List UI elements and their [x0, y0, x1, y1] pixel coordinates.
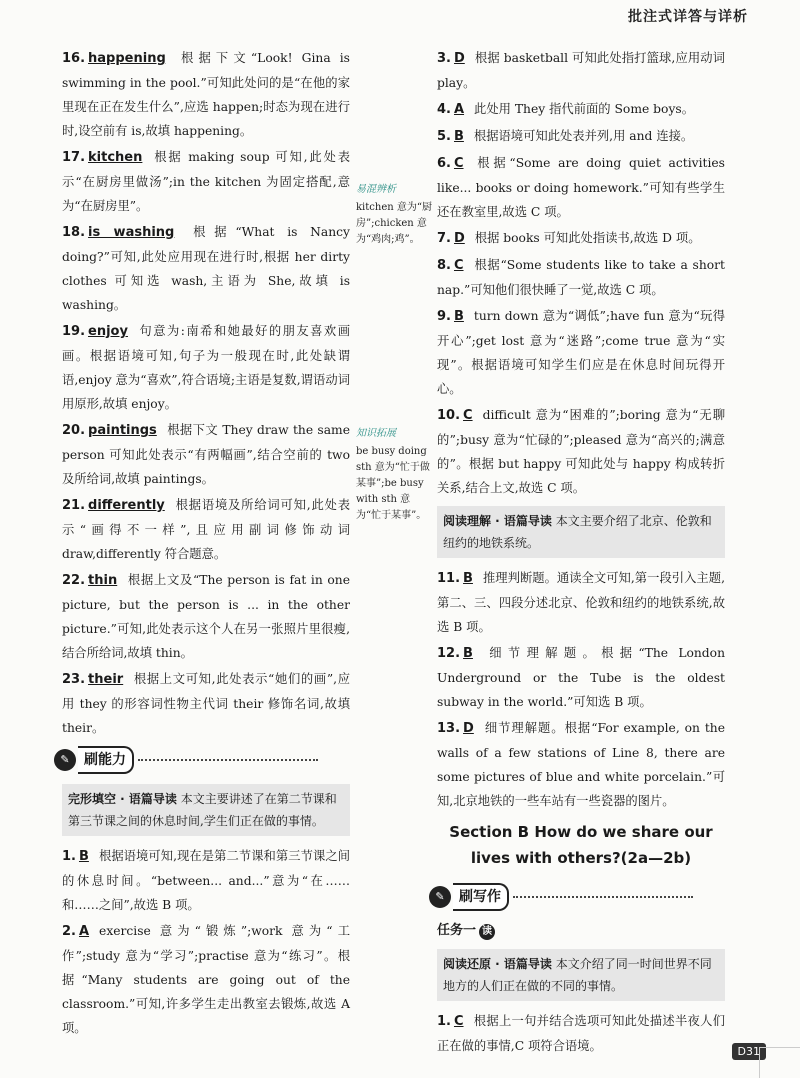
- item-answer: paintings: [88, 423, 157, 438]
- item-explanation: 根据语境及所给词可知,此处表示“画得不一样”,且应用副词修饰动词 draw,differently 符合题意。: [62, 498, 350, 561]
- item-answer: A: [78, 924, 90, 939]
- answer-list-top: [437, 46, 725, 500]
- answer-item: [62, 919, 350, 1040]
- item-explanation: 根据上一句并结合选项可知此处描述半夜人们正在做的事情,C 项符合语境。: [437, 1014, 725, 1053]
- note-text: kitchen 意为“厨房”;chicken 意为“鸡肉;鸡”。: [356, 202, 432, 245]
- item-answer: C: [453, 156, 464, 171]
- answer-item: [437, 124, 725, 149]
- item-explanation: 根据下文 They draw the same person 可知此处表示“有两幅画”,结合空前的 two 及所给词,故填 paintings。: [62, 423, 350, 486]
- item-number: 9.: [437, 309, 451, 324]
- right-column: [437, 46, 725, 1060]
- item-answer: D: [453, 51, 465, 66]
- answer-item: [437, 641, 725, 714]
- reading-guide: [62, 784, 350, 836]
- item-explanation: 推理判断题。通读全文可知,第一段引入主题,第二、三、四段分述北京、伦敦和纽约的地铁系统,故选 B 项。: [437, 571, 725, 634]
- item-explanation: 根据 books 可知此处指读书,故选 D 项。: [474, 231, 701, 245]
- item-number: 13.: [437, 721, 461, 736]
- margin-note: [356, 426, 432, 524]
- item-answer: B: [453, 309, 464, 324]
- pencil-icon: ✎: [54, 749, 76, 771]
- skill-badge: [429, 883, 693, 911]
- item-answer: B: [463, 646, 473, 661]
- answer-item: [62, 319, 350, 416]
- item-answer: B: [453, 129, 464, 144]
- answer-item: [62, 418, 350, 491]
- note-label: 易混辨析: [356, 184, 396, 195]
- left-column: [62, 46, 350, 1042]
- item-answer: their: [88, 672, 124, 687]
- page-number: D31: [732, 1043, 766, 1060]
- task-label: 任务一: [437, 923, 477, 938]
- pencil-icon: ✎: [429, 886, 451, 908]
- guide-text: 本文介绍了同一时间世界不同地方的人们正在做的不同的事情。: [443, 957, 712, 993]
- item-number: 10.: [437, 408, 461, 423]
- answer-list-bottom: [437, 1009, 725, 1058]
- item-number: 2.: [62, 924, 76, 939]
- item-answer: happening: [88, 51, 166, 66]
- guide-text: 本文主要介绍了北京、伦敦和纽约的地铁系统。: [443, 514, 712, 550]
- item-number: 3.: [437, 51, 451, 66]
- item-explanation: turn down 意为“调低”;have fun 意为“玩得开心”;get lost 意为“迷路”;come true 意为“实现”。根据语境可知学生们应是在休息时间玩得开心。: [437, 309, 725, 396]
- item-number: 20.: [62, 423, 86, 438]
- answer-item: [62, 568, 350, 665]
- page-header: 批注式详答与详析: [628, 9, 748, 25]
- item-answer: C: [463, 408, 473, 423]
- answer-item: [437, 716, 725, 813]
- item-explanation: 根据“What is Nancy doing?”可知,此处应用现在进行时,根据 her dirty clothes 可知选 wash,主语为 She,故填 is washing。: [62, 225, 351, 312]
- item-answer: differently: [88, 498, 165, 513]
- item-answer: D: [463, 721, 474, 736]
- answer-item: [62, 46, 350, 143]
- note-text: be busy doing sth 意为“忙于做某事”;be busy with sth 意为“忙于某事”。: [356, 446, 430, 521]
- note-label: 知识拓展: [356, 428, 396, 439]
- guide-text: 本文主要讲述了在第二节课和第三节课之间的休息时间,学生们正在做的事情。: [68, 792, 337, 828]
- item-answer: B: [78, 849, 89, 864]
- answer-item: [437, 566, 725, 639]
- skill-badge: [54, 746, 318, 774]
- item-explanation: 根据 basketball 可知此处指打篮球,应用动词 play。: [437, 51, 725, 90]
- margin-note: [356, 182, 432, 248]
- dotted-divider: [513, 896, 693, 898]
- item-number: 1.: [62, 849, 76, 864]
- item-answer: enjoy: [88, 324, 128, 339]
- task-heading: [437, 919, 725, 943]
- answer-item: [437, 151, 725, 224]
- item-explanation: exercise 意为“锻炼”;work 意为“工作”;study 意为“学习”;practise 意为“练习”。根据“Many students are going out of the classroom.”可知,许多学生走出教室去锻炼,故选 A 项。: [62, 924, 350, 1035]
- item-answer: D: [453, 231, 465, 246]
- item-answer: C: [453, 1014, 464, 1029]
- item-explanation: difficult 意为“困难的”;boring 意为“无聊的”;busy 意为“忙碌的”;pleased 意为“高兴的;满意的”。根据 but happy 可知此处与 happy 构成转折关系,结合上文,故选 C 项。: [437, 408, 725, 495]
- item-explanation: 句意为:南希和她最好的朋友喜欢画画。根据语境可知,句子为一般现在时,此处缺谓语,enjoy 意为“喜欢”,符合语境;主语是复数,谓语动词用原形,故填 enjoy。: [62, 324, 350, 411]
- answer-list-mid: [437, 566, 725, 813]
- answer-item: [62, 844, 350, 917]
- item-answer: kitchen: [88, 150, 143, 165]
- item-number: 8.: [437, 258, 451, 273]
- answer-list-bottom: [62, 844, 350, 1040]
- read-icon: 读: [479, 924, 495, 940]
- item-number: 19.: [62, 324, 86, 339]
- item-number: 6.: [437, 156, 451, 171]
- item-number: 23.: [62, 672, 86, 687]
- item-explanation: 根据 making soup 可知,此处表示“在厨房里做汤”;in the kitchen 为固定搭配,意为“在厨房里”。: [62, 150, 350, 213]
- answer-item: [437, 304, 725, 401]
- item-explanation: 根据“Some students like to take a short nap.”可知他们很快睡了一觉,故选 C 项。: [437, 258, 725, 297]
- item-explanation: 细节理解题。根据“For example, on the walls of a few stations of Line 8, there are some pictures of blue and white porcelain.”可知,北京地铁的一些车站有一些瓷器的图片。: [437, 721, 725, 808]
- answer-item: [437, 1009, 725, 1058]
- item-number: 11.: [437, 571, 461, 586]
- item-number: 22.: [62, 573, 86, 588]
- dotted-divider: [138, 759, 318, 761]
- guide-label: 阅读还原 · 语篇导读: [443, 957, 552, 971]
- answer-item: [437, 403, 725, 500]
- answer-item: [62, 220, 350, 317]
- item-answer: is washing: [88, 225, 175, 240]
- guide-label: 阅读理解 · 语篇导读: [443, 514, 552, 528]
- answer-item: [62, 667, 350, 740]
- item-explanation: 此处用 They 指代前面的 Some boys。: [474, 102, 694, 116]
- item-number: 12.: [437, 646, 461, 661]
- item-explanation: 根据下文“Look! Gina is swimming in the pool.”可知此处问的是“在他的家里现在正在发生什么”,应选 happen;时态为现在进行时,设空前有 is,故填 happening。: [62, 51, 350, 138]
- item-answer: B: [463, 571, 473, 586]
- answer-item: [62, 145, 350, 218]
- item-number: 4.: [437, 102, 451, 117]
- item-explanation: 根据上文可知,此处表示“她们的画”,应用 they 的形容词性物主代词 their 修饰名词,故填 their。: [62, 672, 350, 735]
- reading-guide: [437, 506, 725, 558]
- item-answer: thin: [88, 573, 118, 588]
- reading-guide: [437, 949, 725, 1001]
- section-title: Section B How do we share our lives with others?(2a—2b): [449, 823, 713, 867]
- item-number: 18.: [62, 225, 86, 240]
- answer-item: [62, 493, 350, 566]
- badge-label: 刷写作: [453, 883, 509, 911]
- answer-list-top: [62, 46, 350, 740]
- item-number: 5.: [437, 129, 451, 144]
- answer-item: [437, 253, 725, 302]
- item-number: 1.: [437, 1014, 451, 1029]
- answer-item: [437, 226, 725, 251]
- guide-label: 完形填空 · 语篇导读: [68, 792, 177, 806]
- item-explanation: 根据语境可知,现在是第二节课和第三节课之间的休息时间。“between... and...”意为“在……和……之间”,故选 B 项。: [62, 849, 350, 912]
- item-answer: A: [453, 102, 465, 117]
- item-explanation: 细节理解题。根据“The London Underground or the Tube is the oldest subway in the world.”可知选 B 项。: [437, 646, 725, 709]
- item-number: 21.: [62, 498, 86, 513]
- page-corner: [759, 1047, 800, 1078]
- item-answer: C: [453, 258, 464, 273]
- badge-label: 刷能力: [78, 746, 134, 774]
- item-number: 16.: [62, 51, 86, 66]
- answer-item: [437, 97, 725, 122]
- item-explanation: 根据上文及“The person is fat in one picture, but the person is ... in the other picture.”可知,此处表示这个人在另一张照片里很瘦,结合所给词,故填 thin。: [62, 573, 350, 660]
- item-number: 7.: [437, 231, 451, 246]
- item-number: 17.: [62, 150, 86, 165]
- answer-item: [437, 46, 725, 95]
- item-explanation: 根据语境可知此处表并列,用 and 连接。: [473, 129, 694, 143]
- item-explanation: 根据“Some are doing quiet activities like... books or doing homework.”可知有些学生还在教室里,故选 C 项。: [437, 156, 725, 219]
